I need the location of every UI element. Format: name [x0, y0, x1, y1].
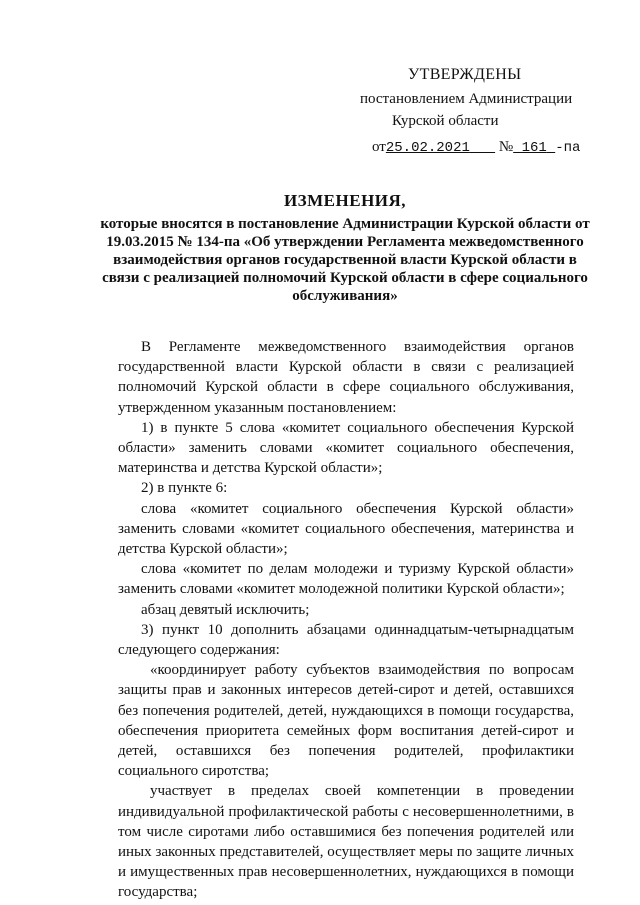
body-paragraph: абзац девятый исключить; — [141, 601, 310, 618]
body-paragraph: участвует в пределах своей компетенции в проведении индивидуальной профилактической работы с несовершеннолетними, в том числе сиротами либо оставшимися без попечения родителей или иных законных представителей, осуществляет меры по защите личных и имущественных прав несовершеннолетних, нуждающихся в помощи государства; — [118, 783, 574, 901]
body-paragraph: слова «комитет социального обеспечения Курской области» заменить словами «комитет социального обеспечения, материнства и детства Курской области»; — [118, 500, 574, 558]
document-subtitle: которые вносятся в постановление Администрации Курской области от 19.03.2015 № 134-па «Об утверждении Регламента межведомственного взаимодействия органов государственной власти Курской области в связи с реализацией полномочий Курской области в сфере социального обслуживания» — [100, 216, 590, 304]
body-paragraph: слова «комитет по делам молодежи и туризму Курской области» заменить словами «комитет молодежной политики Курской области»; — [118, 561, 574, 598]
document-header — [100, 190, 590, 305]
body-paragraph: «координирует работу субъектов взаимодействия по вопросам защиты прав и законных интересов детей-сирот и детей, оставшихся без попечения родителей, детей, нуждающихся в помощи государства, обеспечения приоритета семейных форм воспитания детей-сирот и детей, оставшихся без попечения родителей, профилактики социального сиротства; — [118, 662, 574, 780]
approval-heading: УТВЕРЖДЕНЫ — [408, 66, 522, 83]
body-paragraph: 2) в пункте 6: — [141, 480, 228, 497]
approval-stamp — [360, 66, 590, 159]
number-prefix: № — [498, 139, 514, 155]
body-paragraph: В Регламенте межведомственного взаимодействия органов государственной власти Курской области в связи с реализацией полномочий Курской области в сфере социального обслуживания, утвержденном указанным постановлением: — [118, 339, 574, 416]
approval-line-1: постановлением Администрации — [360, 91, 573, 107]
approval-line-2: Курской области — [392, 113, 499, 129]
body-paragraph: 1) в пункте 5 слова «комитет социального обеспечения Курской области» заменить словами «комитет социального обеспечения, материнства и детства Курской области»; — [118, 419, 574, 477]
document-body — [118, 337, 574, 903]
document-title: ИЗМЕНЕНИЯ, — [283, 191, 407, 210]
approval-date: 25.02.2021 — [385, 140, 470, 156]
number-suffix: -па — [555, 140, 581, 156]
approval-number: 161 — [521, 140, 547, 156]
date-prefix: от — [372, 139, 386, 155]
body-paragraph: 3) пункт 10 дополнить абзацами одиннадцатым-четырнадцатым следующего содержания: — [118, 621, 574, 659]
approval-date-line — [372, 136, 590, 159]
